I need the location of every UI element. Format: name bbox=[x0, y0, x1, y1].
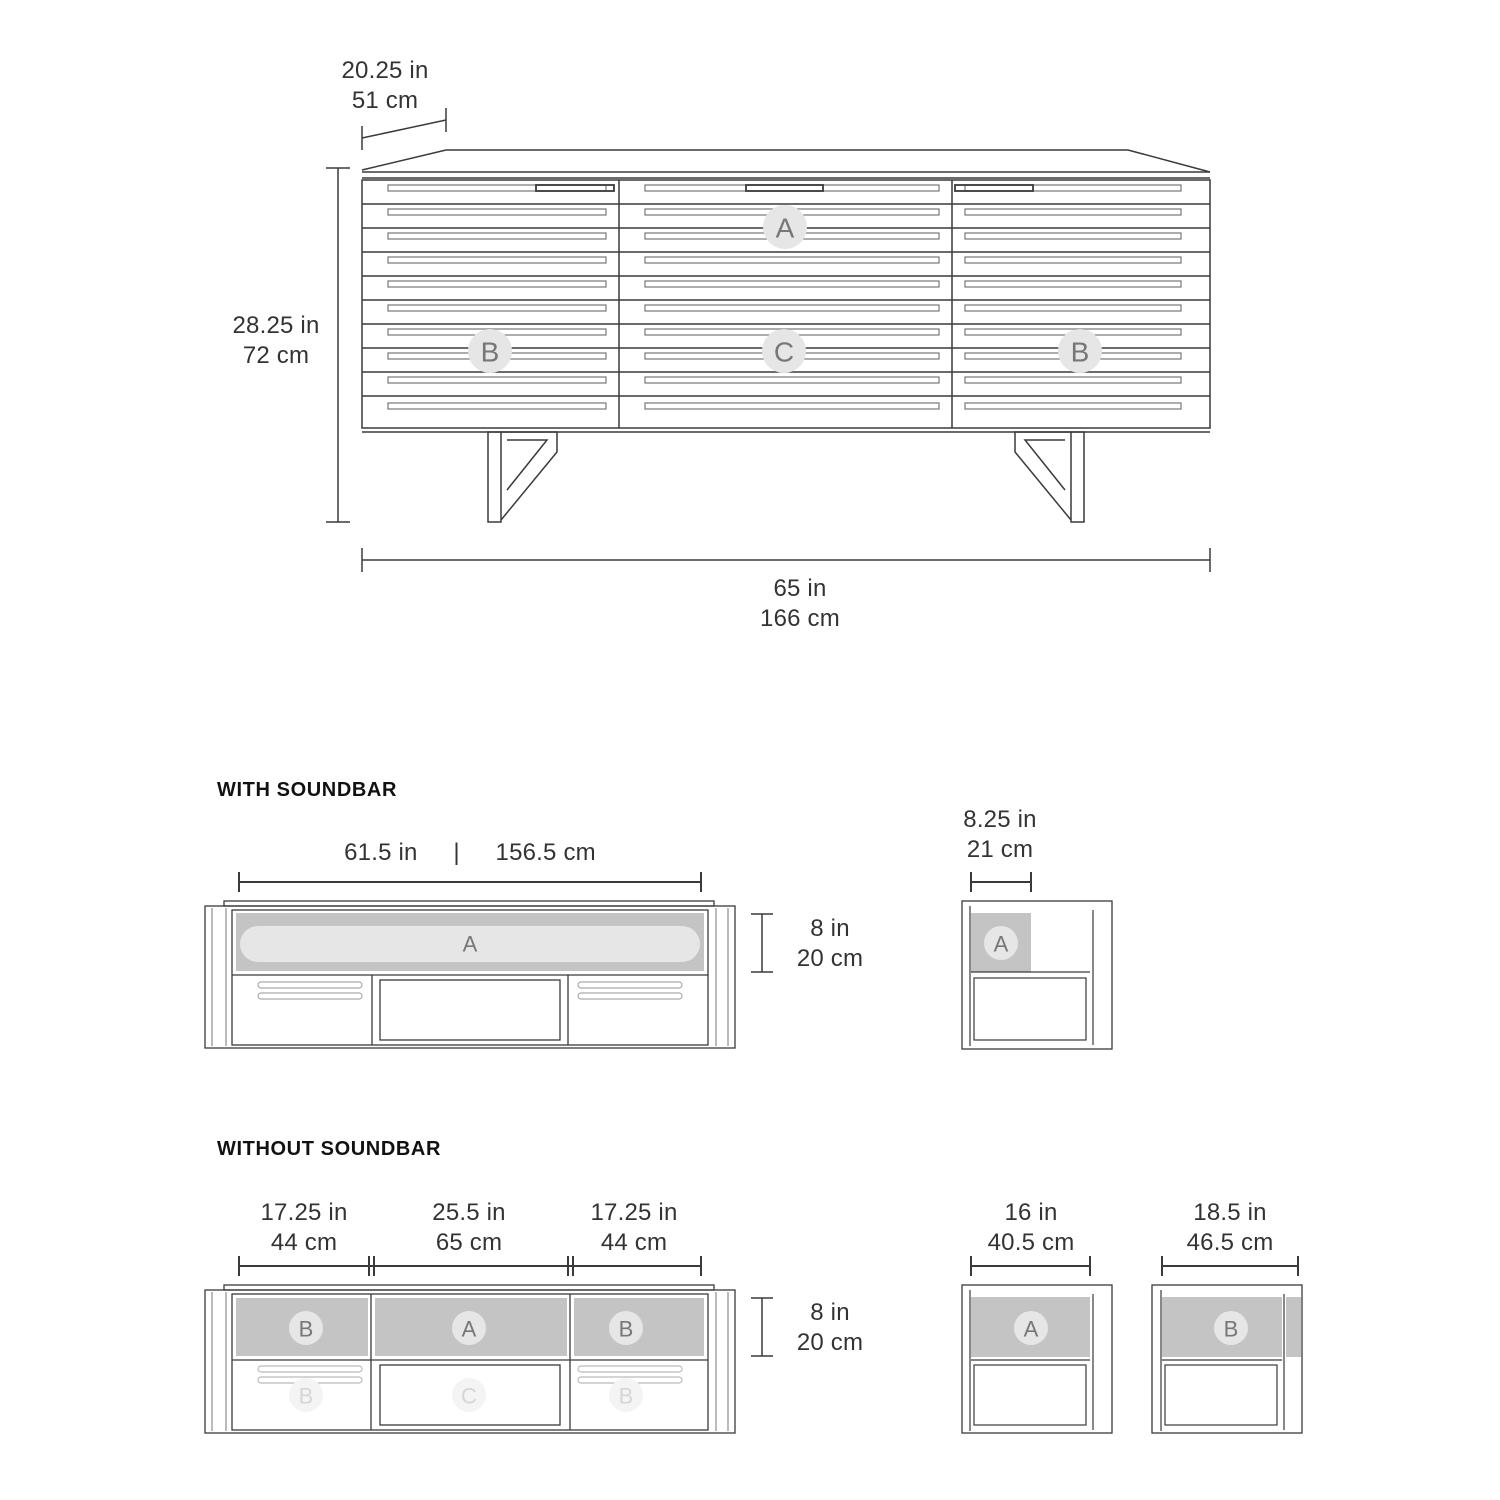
soundbar-side-width-label bbox=[945, 805, 1055, 865]
compartment-right-label bbox=[574, 1198, 694, 1258]
compartment-left-in: 17.25 in bbox=[260, 1199, 348, 1226]
no-soundbar-height-label bbox=[780, 1298, 880, 1358]
compartment-center-label bbox=[409, 1198, 529, 1258]
soundbar-width-in: 61.5 in bbox=[344, 839, 418, 866]
badge-a-soundbar: A bbox=[462, 931, 478, 957]
compartment-right-cm: 44 cm bbox=[600, 1229, 668, 1256]
badge-b-top-right: B bbox=[618, 1316, 634, 1342]
badge-c-bottom-center: C bbox=[461, 1383, 477, 1409]
depth-dimension-label bbox=[320, 56, 450, 116]
badge-a-side-16in: A bbox=[1023, 1316, 1039, 1342]
height-cm: 72 cm bbox=[242, 342, 310, 369]
side-width-cm: 21 cm bbox=[966, 836, 1034, 863]
badge-a-side-soundbar: A bbox=[993, 931, 1009, 957]
depth-in: 20.25 in bbox=[341, 57, 429, 84]
width-dimension-label bbox=[730, 574, 870, 634]
compartment-center-cm: 65 cm bbox=[435, 1229, 503, 1256]
depth-cm: 51 cm bbox=[351, 87, 419, 114]
width-in: 65 in bbox=[773, 575, 827, 602]
compartment-center-in: 25.5 in bbox=[432, 1199, 506, 1226]
side-view-b-width-label bbox=[1165, 1198, 1295, 1258]
badge-b-bottom-right: B bbox=[618, 1383, 634, 1409]
badge-b-right: B bbox=[1070, 336, 1090, 368]
height-dimension-label bbox=[220, 311, 332, 371]
badge-a-main: A bbox=[775, 212, 795, 244]
badge-b-bottom-left: B bbox=[298, 1383, 314, 1409]
soundbar-width-cm: 156.5 cm bbox=[495, 839, 596, 866]
no-soundbar-height-in: 8 in bbox=[810, 1299, 850, 1326]
soundbar-height-label bbox=[780, 914, 880, 974]
badge-b-left: B bbox=[480, 336, 500, 368]
side-a-cm: 40.5 cm bbox=[987, 1229, 1075, 1256]
compartment-left-cm: 44 cm bbox=[270, 1229, 338, 1256]
soundbar-height-cm: 20 cm bbox=[796, 945, 864, 972]
with-soundbar-heading: WITH SOUNDBAR bbox=[217, 779, 398, 801]
side-b-in: 18.5 in bbox=[1193, 1199, 1267, 1226]
badge-b-top-left: B bbox=[298, 1316, 314, 1342]
badge-b-side-18in: B bbox=[1223, 1316, 1239, 1342]
separator: | bbox=[453, 839, 460, 866]
badge-a-top-center: A bbox=[461, 1316, 477, 1342]
without-soundbar-heading: WITHOUT SOUNDBAR bbox=[217, 1138, 442, 1160]
width-cm: 166 cm bbox=[760, 605, 840, 632]
no-soundbar-height-cm: 20 cm bbox=[796, 1329, 864, 1356]
badge-c-center: C bbox=[773, 336, 795, 368]
height-in: 28.25 in bbox=[232, 312, 320, 339]
side-view-a-width-label bbox=[971, 1198, 1091, 1258]
side-b-cm: 46.5 cm bbox=[1186, 1229, 1274, 1256]
soundbar-width-label bbox=[300, 838, 640, 868]
compartment-left-label bbox=[244, 1198, 364, 1258]
soundbar-height-in: 8 in bbox=[810, 915, 850, 942]
side-width-in: 8.25 in bbox=[963, 806, 1037, 833]
compartment-right-in: 17.25 in bbox=[590, 1199, 678, 1226]
side-a-in: 16 in bbox=[1004, 1199, 1058, 1226]
